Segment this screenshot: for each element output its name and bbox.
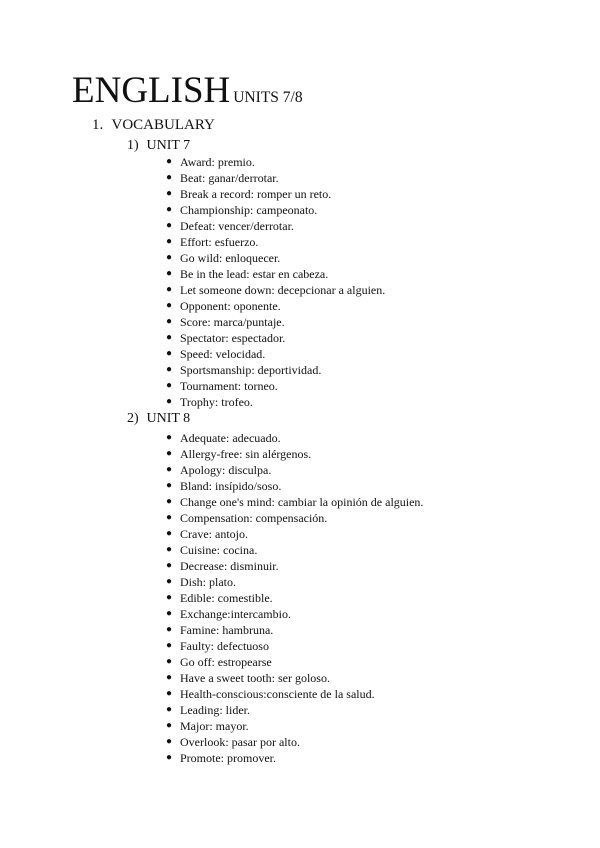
vocabulary-entry: Allergy-free: sin alérgenos. [180, 447, 312, 461]
bullet-icon: ● [165, 204, 173, 215]
vocabulary-entry: Promote: promover. [180, 751, 276, 765]
list-item [164, 478, 423, 494]
vocabulary-entry: Crave: antojo. [180, 527, 248, 541]
section-label: VOCABULARY [111, 117, 215, 133]
bullet-icon: ● [165, 512, 173, 523]
list-item [164, 430, 423, 446]
list-item [164, 526, 423, 542]
list-item [164, 234, 385, 250]
bullet-icon: ● [165, 380, 173, 391]
vocabulary-entry: Faulty: defectuoso [180, 639, 269, 653]
bullet-icon: ● [165, 332, 173, 343]
list-item [164, 266, 385, 282]
vocabulary-entry: Exchange:intercambio. [180, 607, 291, 621]
list-item [164, 154, 385, 170]
vocabulary-entry: Famine: hambruna. [180, 623, 274, 637]
bullet-icon: ● [165, 220, 173, 231]
bullet-icon: ● [165, 364, 173, 375]
list-item [164, 394, 385, 410]
list-item [164, 282, 385, 298]
bullet-icon: ● [165, 252, 173, 263]
list-item [164, 670, 423, 686]
bullet-icon: ● [165, 608, 173, 619]
vocabulary-entry: Opponent: oponente. [180, 299, 281, 313]
list-item [164, 250, 385, 266]
vocabulary-entry: Adequate: adecuado. [180, 431, 281, 445]
list-item [164, 654, 423, 670]
page-title [72, 72, 303, 109]
vocabulary-entry: Tournament: torneo. [180, 379, 278, 393]
list-item [164, 298, 385, 314]
bullet-icon: ● [165, 284, 173, 295]
bullet-icon: ● [165, 448, 173, 459]
bullet-icon: ● [165, 544, 173, 555]
vocabulary-entry: Beat: ganar/derrotar. [180, 171, 279, 185]
list-item [164, 606, 423, 622]
bullet-icon: ● [165, 640, 173, 651]
vocabulary-entry: Apology: disculpa. [180, 463, 272, 477]
list-item [164, 702, 423, 718]
vocabulary-entry: Cuisine: cocina. [180, 543, 258, 557]
list-item [164, 462, 423, 478]
list-item [164, 542, 423, 558]
bullet-icon: ● [165, 268, 173, 279]
list-item [164, 330, 385, 346]
list-item [164, 510, 423, 526]
unit-label: UNIT 8 [146, 411, 191, 426]
bullet-icon: ● [165, 560, 173, 571]
bullet-icon: ● [165, 316, 173, 327]
vocabulary-entry: Speed: velocidad. [180, 347, 266, 361]
vocabulary-entry: Be in the lead: estar en cabeza. [180, 267, 329, 281]
bullet-icon: ● [165, 624, 173, 635]
list-item [164, 170, 385, 186]
section-number: 1. [92, 117, 104, 133]
vocabulary-entry: Spectator: espectador. [180, 331, 286, 345]
bullet-icon: ● [165, 300, 173, 311]
list-item [164, 314, 385, 330]
list-item [164, 346, 385, 362]
vocabulary-entry: Dish: plato. [180, 575, 236, 589]
list-item [164, 362, 385, 378]
list-item [164, 574, 423, 590]
bullet-icon: ● [165, 496, 173, 507]
bullet-icon: ● [165, 720, 173, 731]
unit-heading-8 [127, 411, 190, 427]
list-item [164, 558, 423, 574]
list-item [164, 446, 423, 462]
list-item [164, 686, 423, 702]
list-item [164, 590, 423, 606]
vocabulary-entry: Overlook: pasar por alto. [180, 735, 300, 749]
vocabulary-entry: Bland: insípido/soso. [180, 479, 282, 493]
list-item [164, 718, 423, 734]
bullet-icon: ● [165, 688, 173, 699]
bullet-icon: ● [165, 592, 173, 603]
bullet-icon: ● [165, 752, 173, 763]
list-item [164, 638, 423, 654]
unit-7-vocabulary-list [164, 154, 385, 410]
vocabulary-entry: Effort: esfuerzo. [180, 235, 259, 249]
bullet-icon: ● [165, 396, 173, 407]
vocabulary-entry: Award: premio. [180, 155, 255, 169]
vocabulary-entry: Score: marca/puntaje. [180, 315, 285, 329]
bullet-icon: ● [165, 432, 173, 443]
list-item [164, 202, 385, 218]
vocabulary-entry: Sportsmanship: deportividad. [180, 363, 322, 377]
vocabulary-entry: Go off: estropearse [180, 655, 272, 669]
section-heading-vocabulary [92, 117, 215, 134]
bullet-icon: ● [165, 188, 173, 199]
vocabulary-entry: Change one's mind: cambiar la opinión de alguien. [180, 495, 424, 509]
bullet-icon: ● [165, 236, 173, 247]
vocabulary-entry: Trophy: trofeo. [180, 395, 253, 409]
bullet-icon: ● [165, 464, 173, 475]
bullet-icon: ● [165, 736, 173, 747]
vocabulary-entry: Leading: lider. [180, 703, 250, 717]
vocabulary-entry: Defeat: vencer/derrotar. [180, 219, 294, 233]
vocabulary-entry: Edible: comestible. [180, 591, 273, 605]
title-main: ENGLISH [72, 70, 231, 111]
vocabulary-entry: Have a sweet tooth: ser goloso. [180, 671, 330, 685]
bullet-icon: ● [165, 348, 173, 359]
vocabulary-entry: Let someone down: decepcionar a alguien. [180, 283, 386, 297]
bullet-icon: ● [165, 672, 173, 683]
unit-number: 1) [127, 138, 139, 153]
title-subtitle: UNITS 7/8 [233, 89, 303, 106]
bullet-icon: ● [165, 156, 173, 167]
unit-label: UNIT 7 [146, 138, 191, 153]
vocabulary-entry: Compensation: compensación. [180, 511, 328, 525]
vocabulary-entry: Go wild: enloquecer. [180, 251, 281, 265]
list-item [164, 622, 423, 638]
bullet-icon: ● [165, 480, 173, 491]
list-item [164, 186, 385, 202]
vocabulary-entry: Health-conscious:consciente de la salud. [180, 687, 375, 701]
vocabulary-entry: Break a record: romper un reto. [180, 187, 332, 201]
list-item [164, 750, 423, 766]
bullet-icon: ● [165, 528, 173, 539]
bullet-icon: ● [165, 704, 173, 715]
unit-8-vocabulary-list [164, 430, 423, 766]
list-item [164, 494, 423, 510]
vocabulary-entry: Championship: campeonato. [180, 203, 318, 217]
list-item [164, 734, 423, 750]
vocabulary-entry: Decrease: disminuir. [180, 559, 279, 573]
list-item [164, 218, 385, 234]
bullet-icon: ● [165, 576, 173, 587]
unit-heading-7 [127, 138, 190, 154]
vocabulary-entry: Major: mayor. [180, 719, 249, 733]
bullet-icon: ● [165, 656, 173, 667]
unit-number: 2) [127, 411, 139, 426]
list-item [164, 378, 385, 394]
bullet-icon: ● [165, 172, 173, 183]
